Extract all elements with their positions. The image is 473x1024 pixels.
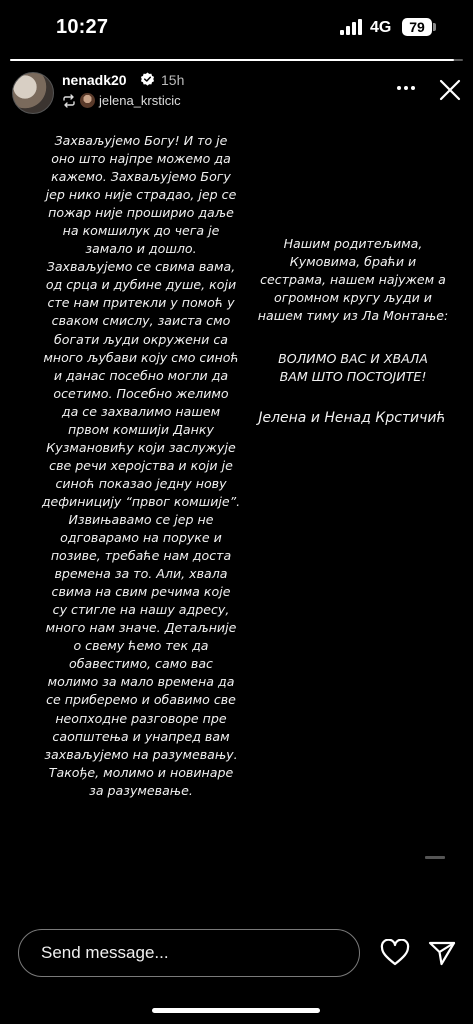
story-watermark xyxy=(425,856,445,859)
home-indicator xyxy=(152,1008,320,1013)
story-username[interactable]: nenadk20 xyxy=(62,72,127,88)
close-button[interactable] xyxy=(438,78,462,102)
story-progress-fill xyxy=(10,59,454,61)
signal-bars-icon xyxy=(340,19,362,35)
verified-badge-icon xyxy=(140,72,155,87)
story-text-left: Захваљујемо Богу! И то је оно што најпре можемо да кажемо. Захваљујемо Богу јер нико није страдао, јер се пожар није проширио даље на комшилук до чега је замало и дошло. Захваљујемо се свима вама, од срца и дубине душе, који сте нам притекли у помоћ у сваком смислу, заиста смо богати људи окружени са много љубави коју смо синоћ и данас посебно могли да осетимо. Посебно желимо да се захвалимо нашем првом комшији Данку Кузмановићу који заслужује све речи херојства и који је синоћ показао једну нову дефиницију “првог комшије”. Извињавамо се јер не одговарамо на поруке и позиве, требаће нам доста времена за то. Али, хвала свима на свим речима које су стигле на нашу адресу, много нам значе. Детаљније о свему ћемо тек да обавестимо, само вас молимо за мало времена да се приберемо и обавимо све неопходне разговоре пре саопштења и унапред вам захваљујемо на разумевању. Такође, молимо и новинаре за разумевање. xyxy=(41,133,241,798)
status-time: 10:27 xyxy=(56,16,109,38)
story-progress-bar xyxy=(10,59,463,61)
heart-icon[interactable] xyxy=(380,939,410,967)
more-options-button[interactable] xyxy=(394,78,418,98)
story-card[interactable] xyxy=(0,52,473,892)
send-message-input[interactable] xyxy=(18,929,360,977)
reposted-username[interactable]: jelena_krsticic xyxy=(99,93,181,108)
story-text-thanks: ВОЛИМО ВАС И ХВАЛА ВАМ ШТО ПОСТОЈИТЕ! xyxy=(278,351,428,384)
network-type: 4G xyxy=(370,19,392,36)
avatar[interactable] xyxy=(12,72,54,114)
story-post-time: 15h xyxy=(161,72,185,88)
battery-level: 79 xyxy=(402,18,432,36)
send-icon[interactable] xyxy=(427,939,457,967)
story-text-right: Нашим родитељима, Кумовима, браћи и сестрама, нашем најужем а огромном кругу људи и нашем тиму из Ла Монтање: xyxy=(257,236,449,323)
repost-icon xyxy=(62,94,76,108)
battery-tip xyxy=(433,23,436,31)
reposted-user-avatar[interactable] xyxy=(80,93,95,108)
story-signature: Јелена и Ненад Крстичић xyxy=(258,410,446,426)
status-bar xyxy=(0,0,473,56)
